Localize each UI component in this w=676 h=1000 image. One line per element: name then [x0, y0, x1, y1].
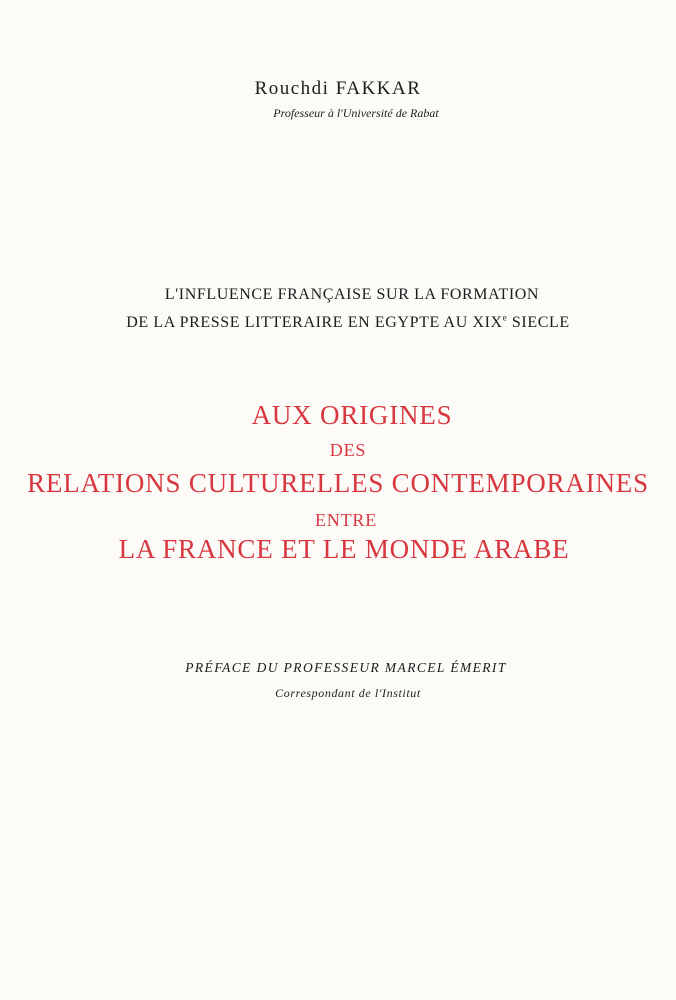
main-title-line-5: LA FRANCE ET LE MONDE ARABE — [118, 534, 570, 564]
preface-author-title: Correspondant de l'Institut — [275, 686, 421, 700]
author-position: Professeur à l'Université de Rabat — [273, 106, 439, 120]
subtitle-line-2-end: SIECLE — [507, 314, 570, 331]
cropped-publisher-mark — [308, 953, 354, 956]
author-name: Rouchdi FAKKAR — [254, 78, 422, 99]
main-title-line-2: DES — [329, 440, 367, 460]
subtitle-line-2 — [10, 314, 676, 332]
subtitle-line-2-text: DE LA PRESSE LITTERAIRE EN EGYPTE AU XIX — [126, 314, 503, 331]
century-superscript: e — [502, 312, 508, 323]
main-title-line-4: ENTRE — [315, 510, 377, 530]
main-title-line-3: RELATIONS CULTURELLES CONTEMPORAINES — [27, 468, 649, 498]
subtitle-line-1: L'INFLUENCE FRANÇAISE SUR LA FORMATION — [164, 286, 540, 303]
main-title-line-1: AUX ORIGINES — [251, 400, 453, 430]
preface-credit: PRÉFACE DU PROFESSEUR MARCEL ÉMERIT — [185, 660, 507, 675]
